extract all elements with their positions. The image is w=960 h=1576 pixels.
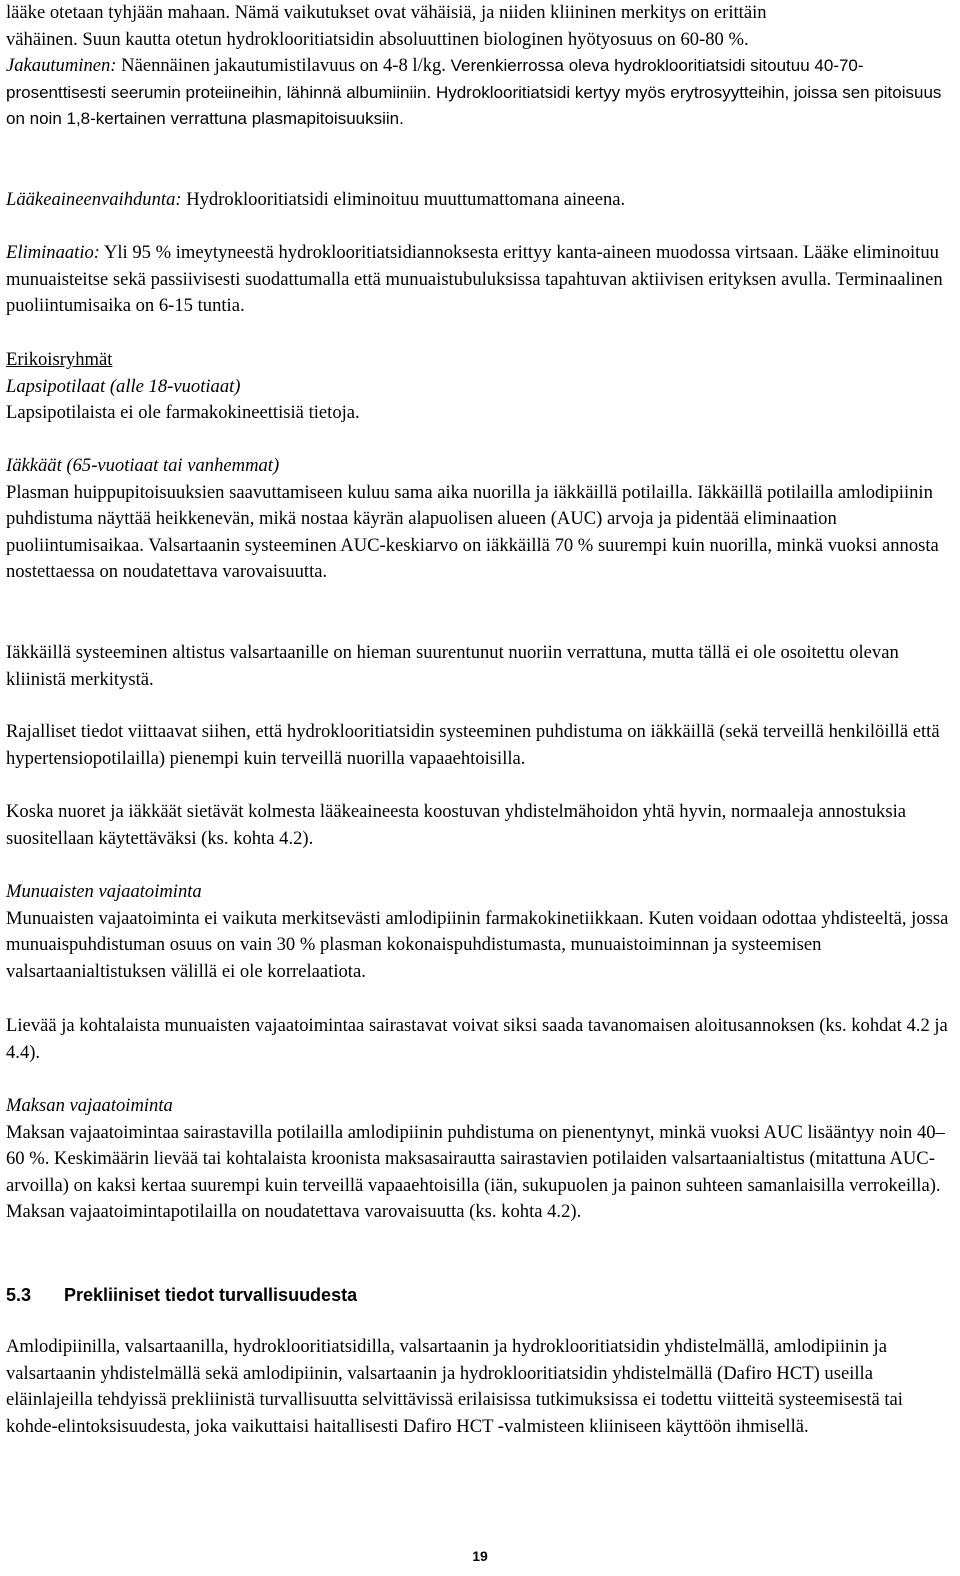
hepatic-paragraph-1: Maksan vajaatoimintaa sairastavilla potilailla amlodipiinin puhdistuma on pienentynyt, minkä vuoksi AUC lisääntyy noin 40–60 %. Keskimäärin lievää tai kohtalaista kroonista maksasairautta sairastavien potilaiden valsartaanialtistus (mitattuna AUC-arvoilla) on kaksi kertaa suurempi kuin terveillä vapaaehtoisilla (iän, sukupuolen ja painon suhteen samanlaisilla verrokeilla). Maksan vajaatoimintapotilailla on noudatettava varovaisuutta (ks. kohta 4.2). xyxy=(6,1121,945,1223)
elimination-label: Eliminaatio: xyxy=(6,242,100,263)
section-number: 5.3 xyxy=(6,1285,32,1305)
intro-line-1: lääke otetaan tyhjään mahaan. Nämä vaikutukset ovat vähäisiä, ja niiden kliininen merkitys on erittäin xyxy=(6,2,767,23)
section-title: Prekliiniset tiedot turvallisuudesta xyxy=(64,1285,358,1305)
renal-paragraph-2: Lievää ja kohtalaista munuaisten vajaatoimintaa sairastavat voivat siksi saada tavanomaisen aloitusannoksen (ks. kohdat 4.2 ja 4.4). xyxy=(6,1015,948,1063)
elimination-paragraph xyxy=(6,240,954,320)
distribution-text-2: Verenkierrossa oleva hydroklooritiatsidi sitoutuu 40-70-prosenttisesti seerumin proteiineihin, lähinnä albumiiniin. Hydroklooritiatsidi kertyy myös erytrosyytteihin, joissa sen pitoisuus on noin 1,8-kertainen verrattuna plasmapitoisuuksiin. xyxy=(6,56,942,129)
renal-block xyxy=(6,879,954,985)
hepatic-block xyxy=(6,1093,954,1226)
section-5-3-heading xyxy=(6,1282,954,1309)
renal-paragraph-1: Munuaisten vajaatoiminta ei vaikuta merkitsevästi amlodipiinin farmakokinetiikkaan. Kuten voidaan odottaa yhdisteeltä, jossa munuaispuhdistuman osuus on vain 30 % plasman kokonaispuhdistumasta, munuaistoiminnan ja systeemisen valsartaanialtistuksen välillä ei ole korrelaatiota. xyxy=(6,907,949,982)
intro-line-2: vähäinen. Suun kautta otetun hydroklooritiatsidin absoluuttinen biologinen hyötyosuus on 60-80 %. xyxy=(6,28,749,50)
elderly-block xyxy=(6,453,954,586)
distribution-text-1: Näennäinen jakautumistilavuus on 4-8 l/kg. xyxy=(116,55,451,76)
elderly-heading: Iäkkäät (65-vuotiaat tai vanhemmat) xyxy=(6,455,280,476)
section-5-3-text: Amlodipiinilla, valsartaanilla, hydroklooritiatsidilla, valsartaanin ja hydroklooritiatsidin yhdistelmällä, amlodipiinin ja valsartaanin yhdistelmällä sekä amlodipiinin, valsartaanin ja hydroklooritiatsidin yhdistelmällä (Dafiro HCT) useilla eläinlajeilla tehdyissä prekliinistä turvallisuutta selvittävissä erilaisissa tutkimuksissa ei todettu viitteitä systeemisestä tai kohde-elintoksisuudesta, joka vaikuttaisi haitallisesti Dafiro HCT -valmisteen kliiniseen käyttöön ihmisellä. xyxy=(6,1336,903,1437)
page-number: 19 xyxy=(472,1548,488,1564)
renal-heading: Munuaisten vajaatoiminta xyxy=(6,881,202,902)
distribution-label: Jakautuminen: xyxy=(6,55,117,76)
hepatic-heading: Maksan vajaatoiminta xyxy=(6,1095,173,1116)
metabolism-text: Hydroklooritiatsidi eliminoituu muuttumattomana aineena. xyxy=(181,189,626,210)
elderly-paragraph-4: Koska nuoret ja iäkkäät sietävät kolmesta lääkeaineesta koostuvan yhdistelmähoidon yhtä hyvin, normaaleja annostuksia suositellaan käytettäväksi (ks. kohta 4.2). xyxy=(6,801,906,849)
elderly-paragraph-1: Plasman huippupitoisuuksien saavuttamiseen kuluu sama aika nuorilla ja iäkkäillä potilailla. Iäkkäillä potilailla amlodipiinin puhdistuma näyttää heikkenevän, mikä nostaa käyrän alapuolisen alueen (AUC) arvoja ja pidentää eliminaation puoliintumisaikaa. Valsartaanin systeeminen AUC-keskiarvo on iäkkäillä 70 % suurempi kuin nuorilla, minkä vuoksi annosta nostettaessa on noudatettava varovaisuutta. xyxy=(6,481,939,583)
intro-paragraph xyxy=(6,0,954,53)
elderly-paragraph-2: Iäkkäillä systeeminen altistus valsartaanille on hieman suurentunut nuoriin verrattuna, mutta tällä ei ole osoitettu olevan kliinistä merkitystä. xyxy=(6,642,899,690)
pediatric-heading: Lapsipotilaat (alle 18-vuotiaat) xyxy=(6,375,241,397)
distribution-paragraph xyxy=(6,53,954,133)
elderly-paragraph-3: Rajalliset tiedot viittaavat siihen, että hydroklooritiatsidin systeeminen puhdistuma on iäkkäillä (sekä terveillä henkilöillä että hypertensiopotilailla) pienempi kuin terveillä nuorilla vapaaehtoisilla. xyxy=(6,721,940,769)
pediatric-text: Lapsipotilaista ei ole farmakokineettisiä tietoja. xyxy=(6,402,360,424)
metabolism-label: Lääkeaineenvaihdunta: xyxy=(6,189,182,210)
special-groups-heading: Erikoisryhmät xyxy=(6,349,113,370)
elimination-text: Yli 95 % imeytyneestä hydroklooritiatsidiannoksesta erittyy kanta-aineen muodossa virtsaan. Lääke eliminoituu munuaisteitse sekä passiivisesti suodattumalla että munuaistubuluksissa tapahtuvan aktiivisen erityksen avulla. Terminaalinen puoliintumisaika on 6-15 tuntia. xyxy=(6,242,943,317)
metabolism-paragraph xyxy=(6,187,954,214)
special-groups-block xyxy=(6,347,954,427)
